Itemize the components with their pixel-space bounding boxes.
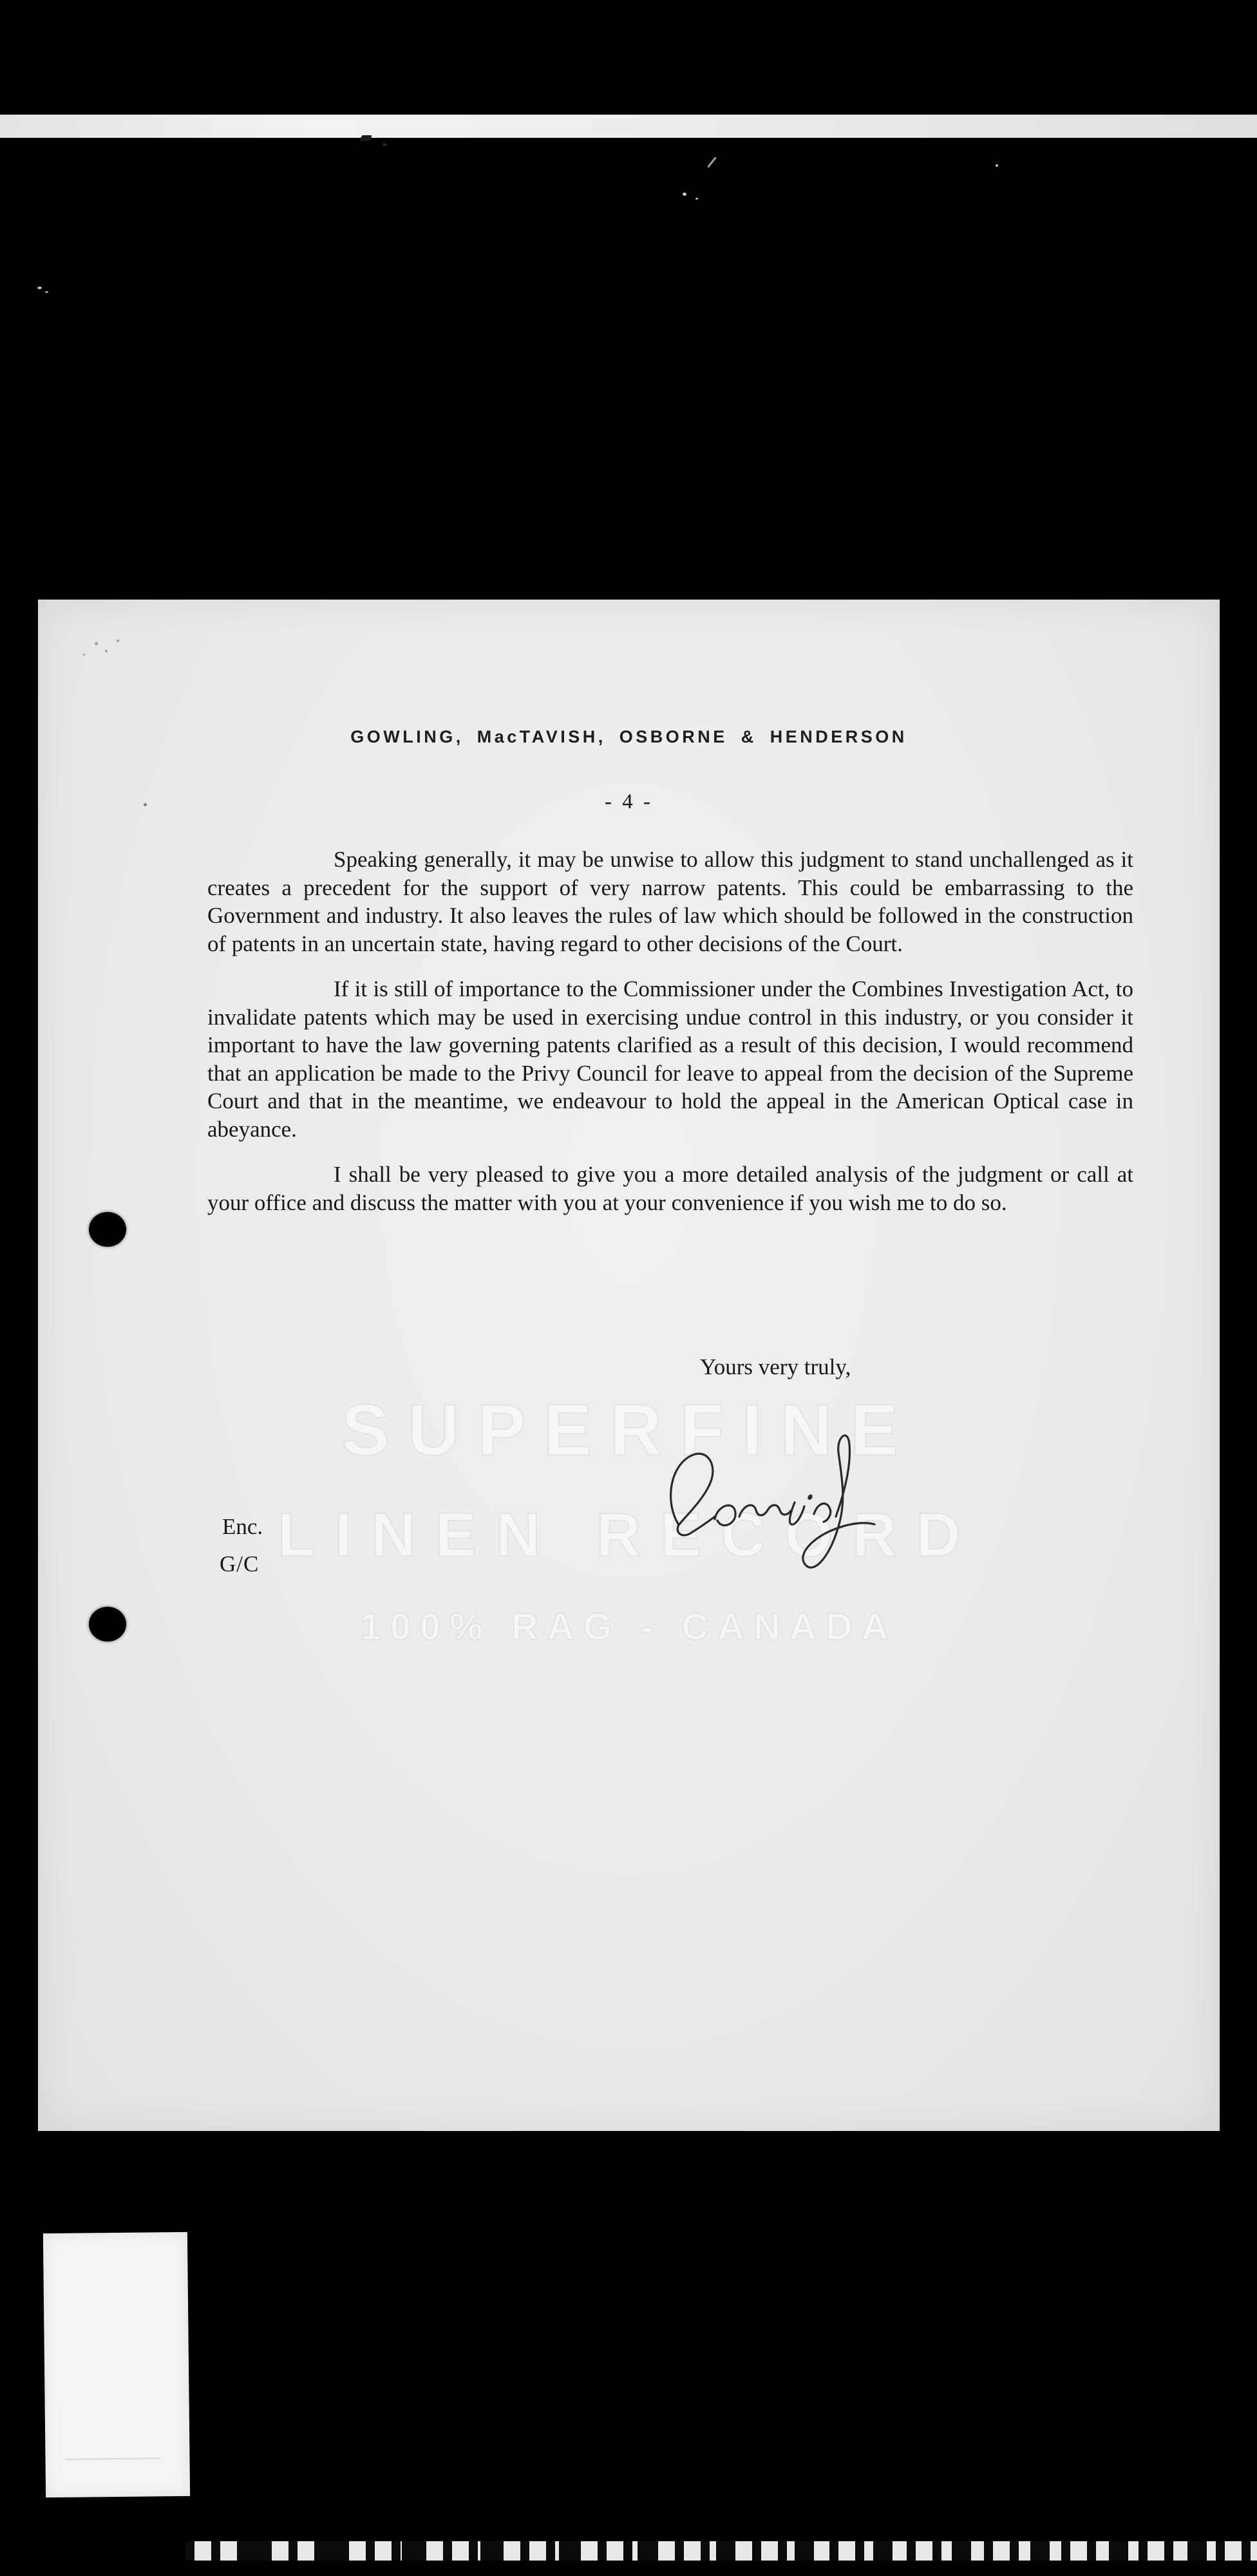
reference-initials: G/C: [220, 1551, 260, 1577]
letterhead: GOWLING, MacTAVISH, OSBORNE & HENDERSON: [350, 727, 907, 746]
paper-scrap: [43, 2232, 190, 2497]
fold-line: [66, 2458, 161, 2460]
punch-hole: [89, 1212, 126, 1247]
signature-stroke: [650, 1406, 933, 1599]
dust-speck: [996, 164, 998, 167]
film-edge-strip-top: [0, 115, 1257, 138]
ink-speck: [105, 650, 108, 652]
paper-watermark-line3: 100% RAG - CANADA: [360, 1606, 898, 1648]
paper-watermark-line1: SUPERFINE: [341, 1390, 916, 1470]
ink-speck: [83, 654, 85, 656]
ink-speck: [117, 639, 119, 642]
paragraph-2: If it is still of importance to the Commissioner under the Combines Investigation Act, to invalidate patents which may be used in exercising undue control in this industry, or you consider it important to have the law governing patents clarified as a result of this decision, I would recommend that an application be made to the Privy Council for leave to appeal from the decision of the Supreme Court and that in the meantime, we endeavour to hold the appeal in the American Optical case in abeyance.: [207, 976, 1133, 1142]
paragraph-3: I shall be very pleased to give you a more detailed analysis of the judgment or call at your office and discuss the matter with you at your convenience if you wish me to do so.: [207, 1162, 1133, 1215]
dust-speck: [45, 291, 48, 293]
letter-body: [207, 846, 1133, 1217]
signature-gowling: [650, 1406, 933, 1599]
dust-speck: [683, 193, 686, 196]
dust-speck: [359, 135, 372, 141]
dust-speck: [695, 198, 698, 200]
page-number: - 4 -: [605, 790, 653, 813]
dust-speck: [37, 287, 42, 289]
ink-speck: [95, 642, 98, 645]
scratch-mark: [707, 156, 717, 168]
enclosure-note: Enc.: [222, 1514, 263, 1539]
paragraph-1: Speaking generally, it may be unwise to allow this judgment to stand unchallenged as it creates a precedent for the support of very narrow patents. This could be embarrassing to the Government and industry. It also leaves the rules of law which should be followed in the construction of patents in an uncertain state, having regard to other decisions of the Court.: [207, 847, 1133, 956]
scanned-page: [38, 600, 1220, 2131]
dust-speck: [383, 143, 387, 146]
paper-watermark-line2: LINEN RECORD: [278, 1501, 980, 1569]
film-edge-strip-bottom: [185, 2541, 1257, 2561]
closing-salutation: Yours very truly,: [700, 1354, 851, 1379]
